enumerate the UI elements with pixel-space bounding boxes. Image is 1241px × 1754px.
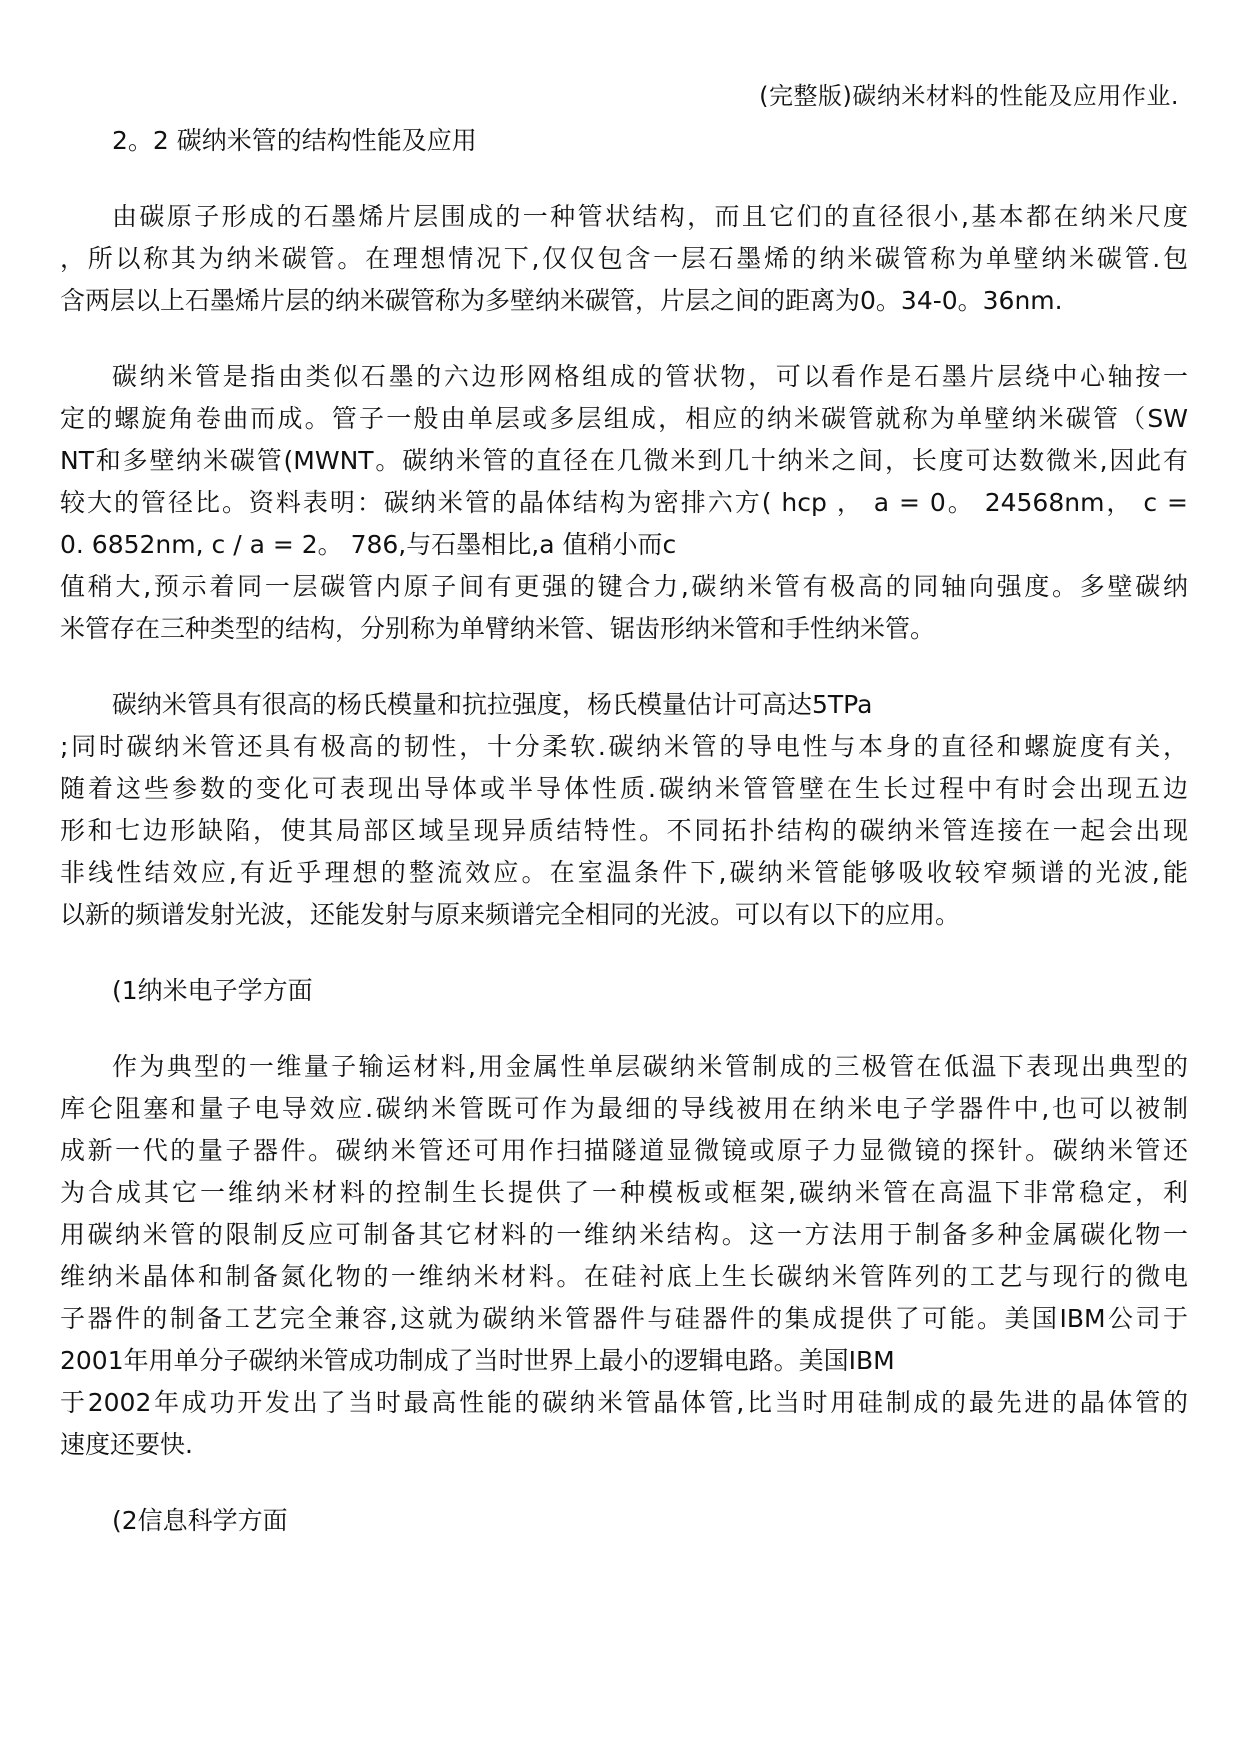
spacer — [60, 936, 1188, 970]
paragraph-line: 用碳纳米管的限制反应可制备其它材料的一维纳米结构。这一方法用于制备多种金属碳化物一 — [60, 1220, 1188, 1249]
paragraph-line: 2001年用单分子碳纳米管成功制成了当时世界上最小的逻辑电路。美国IBM — [60, 1346, 895, 1375]
paragraph-line: 库仑阻塞和量子电导效应.碳纳米管既可作为最细的导线被用在纳米电子学器件中,也可以被制 — [60, 1094, 1188, 1123]
paragraph-line: 非线性结效应,有近乎理想的整流效应。在室温条件下,碳纳米管能够吸收较窄频谱的光波,能 — [60, 858, 1188, 887]
paragraph-line: 维纳米晶体和制备氮化物的一维纳米材料。在硅衬底上生长碳纳米管阵列的工艺与现行的微电 — [60, 1262, 1188, 1291]
spacer — [60, 1466, 1188, 1500]
section-heading-2-2: 2。2 碳纳米管的结构性能及应用 — [112, 126, 477, 155]
spacer — [60, 1012, 1188, 1046]
paragraph-line: 成新一代的量子器件。碳纳米管还可用作扫描隧道显微镜或原子力显微镜的探针。碳纳米管还 — [60, 1136, 1188, 1165]
paragraph-line: 速度还要快. — [60, 1430, 193, 1459]
subsection-heading-nanoelectronics: (1纳米电子学方面 — [112, 976, 313, 1005]
paragraph-line: 0. 6852nm, c / a = 2。 786,与石墨相比,a 值稍小而c — [60, 530, 677, 559]
paragraph-line: 形和七边形缺陷，使其局部区域呈现异质结特性。不同拓扑结构的碳纳米管连接在一起会出现 — [60, 816, 1188, 845]
running-header: (完整版)碳纳米材料的性能及应用作业. — [759, 82, 1179, 110]
paragraph-line: 含两层以上石墨烯片层的纳米碳管称为多壁纳米碳管，片层之间的距离为0。34-0。36nm. — [60, 286, 1063, 315]
paragraph-line: 由碳原子形成的石墨烯片层围成的一种管状结构，而且它们的直径很小,基本都在纳米尺度 — [112, 202, 1188, 231]
paragraph-structure — [60, 356, 1188, 650]
paragraph-line: 碳纳米管具有很高的杨氏模量和抗拉强度，杨氏模量估计可高达5TPa — [112, 690, 873, 719]
paragraph-line: 随着这些参数的变化可表现出导体或半导体性质.碳纳米管管壁在生长过程中有时会出现五边 — [60, 774, 1188, 803]
paragraph-line: 作为典型的一维量子输运材料,用金属性单层碳纳米管制成的三极管在低温下表现出典型的 — [112, 1052, 1188, 1081]
paragraph-line: ，所以称其为纳米碳管。在理想情况下,仅仅包含一层石墨烯的纳米碳管称为单壁纳米碳管.包 — [60, 244, 1188, 273]
paragraph-line: NT和多壁纳米碳管(MWNT。碳纳米管的直径在几微米到几十纳米之间，长度可达数微米,因此有 — [60, 446, 1188, 475]
paragraph-line: ;同时碳纳米管还具有极高的韧性，十分柔软.碳纳米管的导电性与本身的直径和螺旋度有关， — [60, 732, 1188, 761]
subsection-heading-information-science: (2信息科学方面 — [112, 1506, 288, 1535]
paragraph-line: 碳纳米管是指由类似石墨的六边形网格组成的管状物，可以看作是石墨片层绕中心轴按一 — [112, 362, 1188, 391]
paragraph-line: 米管存在三种类型的结构，分别称为单臂纳米管、锯齿形纳米管和手性纳米管。 — [60, 614, 936, 643]
paragraph-line: 为合成其它一维纳米材料的控制生长提供了一种模板或框架,碳纳米管在高温下非常稳定，利 — [60, 1178, 1188, 1207]
paragraph-nanoelectronics — [60, 1046, 1188, 1466]
paragraph-line: 子器件的制备工艺完全兼容,这就为碳纳米管器件与硅器件的集成提供了可能。美国IBM公司于 — [60, 1304, 1188, 1333]
spacer — [60, 162, 1188, 196]
paragraph-graphene-tube — [60, 196, 1188, 322]
paragraph-line: 以新的频谱发射光波，还能发射与原来频谱完全相同的光波。可以有以下的应用。 — [60, 900, 961, 929]
spacer — [60, 650, 1188, 684]
document-body — [60, 120, 1188, 1542]
paragraph-line: 定的螺旋角卷曲而成。管子一般由单层或多层组成，相应的纳米碳管就称为单壁纳米碳管（SW — [60, 404, 1188, 433]
paragraph-line: 值稍大,预示着同一层碳管内原子间有更强的键合力,碳纳米管有极高的同轴向强度。多壁碳纳 — [60, 572, 1188, 601]
paragraph-line: 较大的管径比。资料表明：碳纳米管的晶体结构为密排六方( hcp ， a = 0。 24568nm， c = — [60, 488, 1188, 517]
paragraph-properties — [60, 684, 1188, 936]
spacer — [60, 322, 1188, 356]
paragraph-line: 于2002年成功开发出了当时最高性能的碳纳米管晶体管,比当时用硅制成的最先进的晶体管的 — [60, 1388, 1188, 1417]
